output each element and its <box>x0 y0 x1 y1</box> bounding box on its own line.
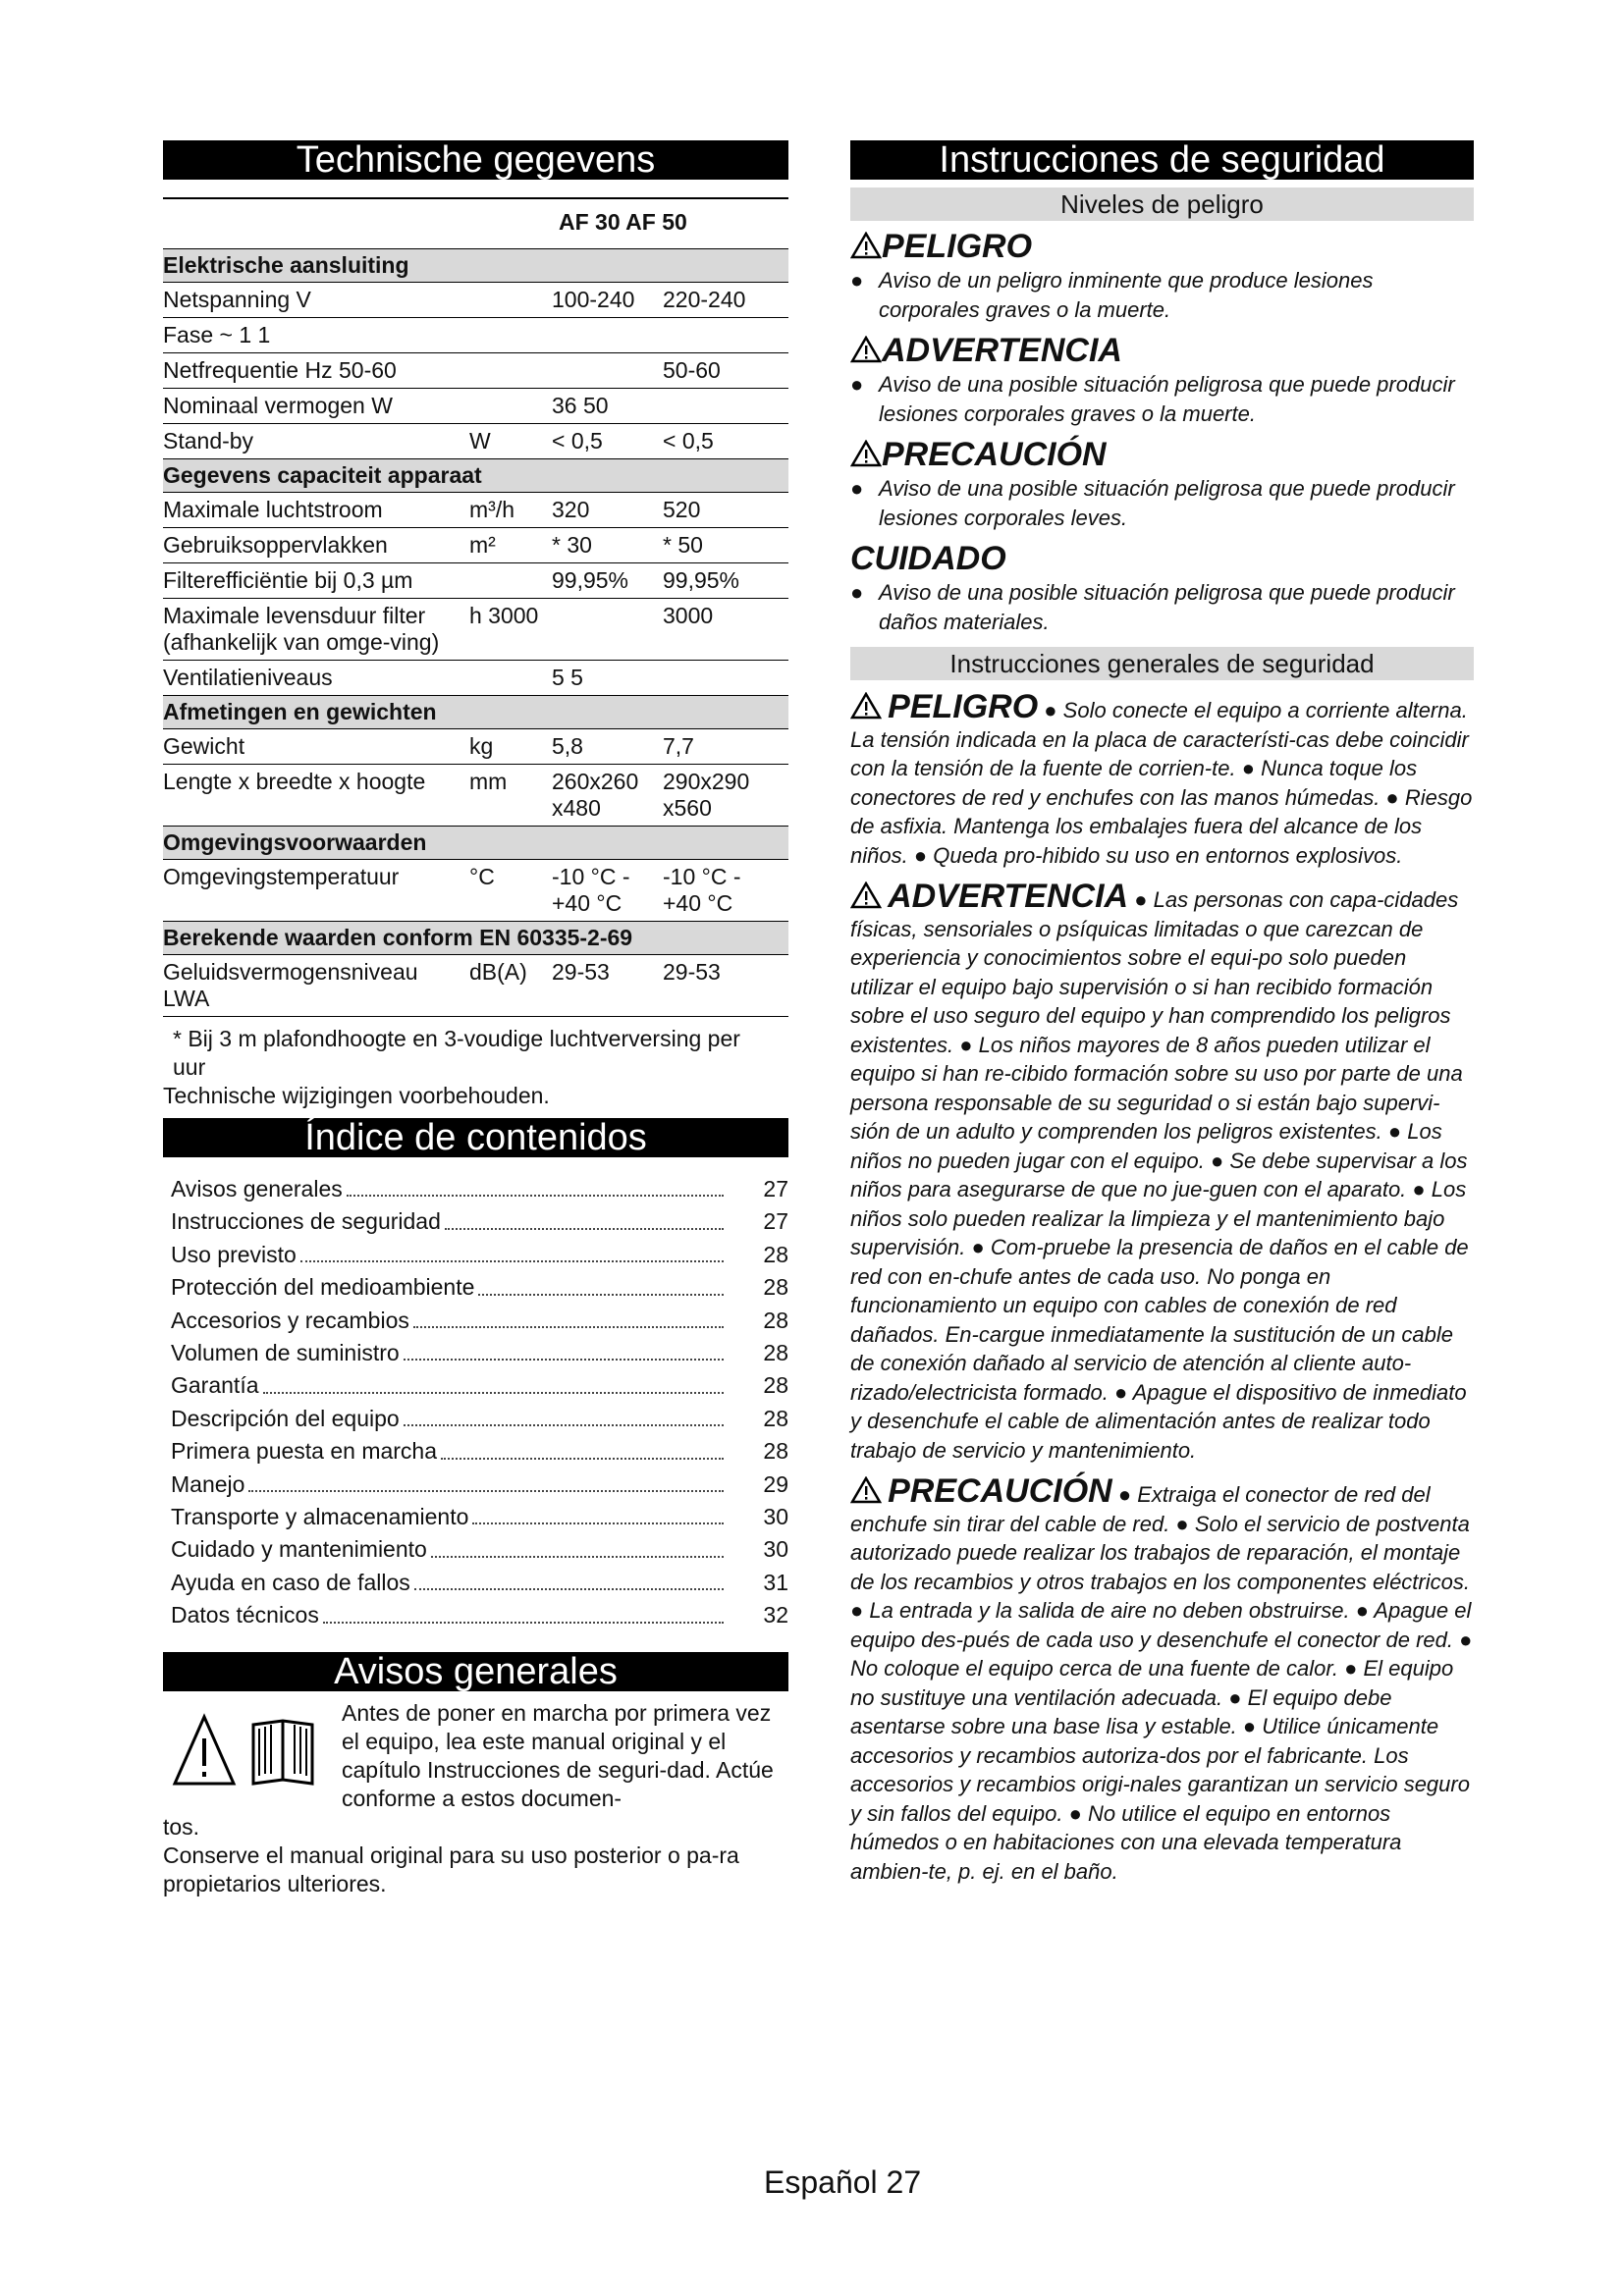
value-af30: * 30 <box>552 532 592 558</box>
toc-entry[interactable] <box>171 1567 788 1599</box>
toc-leader <box>404 1337 724 1361</box>
row-unit: h 3000 <box>469 603 539 628</box>
row-label: Lengte x breedte x hoogte <box>163 769 426 794</box>
toc-entry[interactable] <box>171 1533 788 1566</box>
toc-leader <box>248 1468 724 1492</box>
table-row <box>163 389 788 424</box>
warning-icon <box>850 440 882 467</box>
footnote: * Bij 3 m plafondhoogte en 3-voudige luchtverversing per uur <box>173 1026 740 1080</box>
danger-level-text: Aviso de una posible situación peligrosa que puede producir daños materiales. <box>879 580 1455 634</box>
value-af30: 36 50 <box>552 393 609 418</box>
value-af50: 50-60 <box>663 357 721 383</box>
danger-levels <box>850 227 1474 637</box>
row-label: Stand-by <box>163 428 254 454</box>
avisos-section <box>163 1699 788 1898</box>
toc-page-number: 30 <box>763 1504 788 1530</box>
safety-blocks <box>850 688 1474 1886</box>
row-label: Netspanning V <box>163 287 311 312</box>
row-label: Maximale levensduur filter (afhankelijk van omge-ving) <box>163 603 440 655</box>
avisos-intro: Antes de poner en marcha por primera vez el equipo, lea este manual original y el capítulo Instrucciones de seguri-dad. Actúe conforme a estos documen- <box>342 1699 774 1811</box>
row-label: Omgevingstemperatuur <box>163 864 400 889</box>
toc-entry[interactable] <box>171 1369 788 1402</box>
toc-leader <box>441 1435 724 1459</box>
value-af50 <box>663 665 781 691</box>
warning-icon <box>850 1476 882 1504</box>
row-unit <box>469 322 552 348</box>
avisos-tail: tos. <box>163 1813 200 1840</box>
table-row <box>163 860 788 922</box>
toc-page-number: 31 <box>763 1569 788 1595</box>
safety-block <box>850 1472 1474 1886</box>
toc-entry[interactable] <box>171 1599 788 1631</box>
value-af30: 5,8 <box>552 733 583 759</box>
avisos-title: Avisos generales <box>163 1652 788 1691</box>
warning-icon <box>850 692 882 720</box>
toc-entry-title: Avisos generales <box>171 1176 343 1201</box>
safety-block-heading: ADVERTENCIA <box>888 878 1129 915</box>
row-label: Maximale luchtstroom <box>163 497 383 522</box>
toc-entry-title: Ayuda en caso de fallos <box>171 1569 410 1595</box>
table-row <box>163 528 788 563</box>
safety-block-text: ● Extraiga el conector de red del enchufe sin tirar del cable de red. ● Solo el servicio de postventa autorizado puede realizar los trabajos de reparación, el montaje de los recambios y otros trabajos en los componentes eléctricos. ● La entrada y la salida de aire no deben obstruirse. ● Apague el equipo des-pués de cada uso y desenchufe el conector de red. ● No coloque el equipo cerca de una fuente de calor. ● El equipo no sustituye una ventilación adecuada. ● El equipo debe asentarse sobre una base lisa y estable. ● Utilice únicamente accesorios y recambios autoriza-dos por el fabricante. Los accesorios y recambios origi-nales garantizan un servicio seguro y sin fallos del equipo. ● No utilice el equipo en entornos húmedos o en habitaciones con una elevada temperatura ambien-te, p. ej. en el baño. <box>850 1482 1473 1884</box>
toc-entry[interactable] <box>171 1501 788 1533</box>
toc-page-number: 28 <box>763 1405 788 1431</box>
bullet-icon: ● <box>850 580 864 605</box>
table-row <box>163 729 788 765</box>
table-section-header: Elektrische aansluiting <box>163 249 788 283</box>
toc-entry-title: Cuidado y mantenimiento <box>171 1536 427 1563</box>
row-unit <box>469 287 552 313</box>
toc-entry[interactable] <box>171 1173 788 1205</box>
bullet-icon: ● <box>850 372 864 397</box>
table-row <box>163 424 788 459</box>
row-unit: m² <box>469 532 496 558</box>
toc-page-number: 27 <box>763 1208 788 1235</box>
tech-header <box>163 197 788 249</box>
general-safety-title: Instrucciones generales de seguridad <box>850 647 1474 680</box>
toc-leader <box>472 1501 724 1524</box>
table-section-header: Berekende waarden conform EN 60335-2-69 <box>163 922 788 955</box>
row-unit <box>469 393 552 419</box>
danger-level-name: PELIGRO <box>882 228 1033 265</box>
bullet-icon: ● <box>850 268 864 293</box>
toc-entry[interactable] <box>171 1468 788 1501</box>
row-label: Ventilatieniveaus <box>163 665 333 690</box>
toc-page-number: 28 <box>763 1340 788 1366</box>
row-label: Geluidsvermogensniveau LWA <box>163 959 418 1011</box>
left-column <box>163 140 788 1898</box>
danger-level-description <box>850 578 1474 637</box>
value-af30: 320 <box>552 497 590 522</box>
row-label: Gebruiksoppervlakken <box>163 532 388 558</box>
value-af50: 290x290 x560 <box>663 769 750 821</box>
toc-entry-title: Instrucciones de seguridad <box>171 1208 441 1235</box>
value-af50 <box>663 393 781 419</box>
value-af30: < 0,5 <box>552 428 603 454</box>
value-af50: < 0,5 <box>663 428 714 454</box>
danger-level-description <box>850 266 1474 325</box>
warning-icon <box>850 232 882 259</box>
danger-level-description <box>850 474 1474 533</box>
safety-block-heading: PRECAUCIÓN <box>888 1472 1112 1510</box>
value-af30: 100-240 <box>552 287 635 312</box>
toc-leader <box>414 1567 724 1590</box>
danger-level-heading <box>850 435 1474 474</box>
toc-leader <box>347 1173 724 1197</box>
toc-leader <box>478 1271 724 1295</box>
toc-page-number: 28 <box>763 1372 788 1399</box>
toc-entry-title: Protección del medioambiente <box>171 1274 475 1301</box>
value-af50: 7,7 <box>663 733 694 759</box>
toc-entry-title: Datos técnicos <box>171 1602 319 1629</box>
toc-entry-title: Primera puesta en marcha <box>171 1438 438 1465</box>
toc-leader <box>323 1599 724 1623</box>
warning-icon <box>850 336 882 363</box>
toc-entry[interactable] <box>171 1337 788 1369</box>
row-unit: kg <box>469 733 494 759</box>
danger-level-text: Aviso de una posible situación peligrosa que puede producir lesiones corporales graves o la muerte. <box>879 372 1455 426</box>
danger-level-heading <box>850 331 1474 370</box>
row-unit: °C <box>469 864 495 889</box>
safety-block-text: ● Las personas con capa-cidades físicas, sensoriales o psíquicas limitadas o que carezcan de experiencia y conocimientos sobre el equi-po solo pueden utilizar el equipo bajo supervisión o si han recibido formación sobre el uso seguro del equipo y han comprendido los peligros existentes. ● Los niños mayores de 8 años pueden utilizar el equipo si han re-cibido formación sobre su uso por parte de una persona responsable de su seguridad o si están bajo supervi-sión de un adulto y comprenden los peligros existentes. ● Los niños no pueden jugar con el equipo. ● Se debe supervisar a los niños para asegurarse de que no jue-guen con el aparato. ● Los niños solo pueden realizar la limpieza y el mantenimiento bajo supervisión. ● Com-pruebe la presencia de daños en el cable de red con en-chufe antes de cada uso. No ponga en funcionamiento un equipo con cables de conexión de red dañados. En-cargue inmediatamente la sustitución de un cable de conexión dañado al servicio de atención al cliente auto-rizado/electricista formado. ● Apague el dispositivo de inmediato y desenchufe el cable de alimentación antes de realizar todo trabajo de servicio y mantenimiento. <box>850 887 1469 1463</box>
danger-level-text: Aviso de un peligro inminente que produce lesiones corporales graves o la muerte. <box>879 268 1374 322</box>
toc-entry-title: Volumen de suministro <box>171 1340 400 1366</box>
tech-table <box>163 197 788 1110</box>
table-section-header: Omgevingsvoorwaarden <box>163 827 788 860</box>
row-label: Nominaal vermogen W <box>163 393 393 418</box>
toc-entry-title: Garantía <box>171 1372 259 1399</box>
toc-page-number: 28 <box>763 1307 788 1333</box>
row-unit: W <box>469 428 491 454</box>
toc-leader <box>445 1205 724 1229</box>
row-label: Filterefficiëntie bij 0,3 µm <box>163 567 413 593</box>
warning-icon <box>850 881 882 909</box>
safety-block-text: ● Solo conecte el equipo a corriente alterna. La tensión indicada en la placa de característi-cas debe coincidir con la tensión de la fuente de corrien-te. ● Nunca toque los conectores de red y enchufes con las manos húmedas. ● Riesgo de asfixia. Mantenga los embalajes fuera del alcance de los niños. ● Queda pro-hibido su uso en entornos explosivos. <box>850 698 1473 868</box>
danger-level-text: Aviso de una posible situación peligrosa que puede producir lesiones corporales leves. <box>879 476 1455 530</box>
toc-entry[interactable] <box>171 1435 788 1468</box>
safety-block <box>850 878 1474 1465</box>
avisos-paragraph: Conserve el manual original para su uso posterior o pa-ra propietarios ulteriores. <box>163 1842 739 1896</box>
toc-page-number: 30 <box>763 1536 788 1563</box>
value-af30 <box>552 357 663 384</box>
safety-block-heading: PELIGRO <box>888 688 1039 725</box>
tech-title: Technische gegevens <box>163 140 788 180</box>
right-column <box>850 140 1474 1886</box>
row-unit <box>469 665 552 691</box>
danger-level-name: PRECAUCIÓN <box>882 436 1107 473</box>
value-af50: 3000 <box>663 603 714 628</box>
value-af30 <box>552 603 663 656</box>
table-row <box>163 661 788 696</box>
table-row <box>163 493 788 528</box>
toc-entry[interactable] <box>171 1271 788 1304</box>
row-unit: dB(A) <box>469 959 527 985</box>
table-row <box>163 318 788 353</box>
page-footer: Español 27 <box>764 2164 922 2200</box>
value-af50 <box>663 322 781 348</box>
toc-entry-title: Accesorios y recambios <box>171 1307 409 1333</box>
toc-entry-title: Uso previsto <box>171 1241 297 1267</box>
value-af50: 220-240 <box>663 287 746 312</box>
toc-entry[interactable] <box>171 1239 788 1271</box>
row-unit: mm <box>469 769 508 794</box>
danger-level-name: ADVERTENCIA <box>882 332 1122 369</box>
row-label: Gewicht <box>163 733 245 759</box>
toc-page-number: 27 <box>763 1176 788 1201</box>
danger-level-description <box>850 370 1474 429</box>
danger-level-heading <box>850 539 1474 578</box>
toc-entry-title: Manejo <box>171 1470 245 1497</box>
toc-leader <box>263 1369 725 1393</box>
safety-title: Instrucciones de seguridad <box>850 140 1474 180</box>
row-label: Netfrequentie Hz 50-60 <box>163 357 397 383</box>
value-af30: 29-53 <box>552 959 610 985</box>
toc-page-number: 29 <box>763 1470 788 1497</box>
toc-entry[interactable] <box>171 1205 788 1238</box>
toc-page-number: 28 <box>763 1438 788 1465</box>
toc-page-number: 28 <box>763 1274 788 1301</box>
tech-disclaimer: Technische wijzigingen voorbehouden. <box>163 1083 550 1108</box>
toc-title: Índice de contenidos <box>163 1118 788 1157</box>
value-af50: * 50 <box>663 532 703 558</box>
table-row <box>163 563 788 599</box>
value-af30: 99,95% <box>552 567 629 593</box>
toc-entry[interactable] <box>171 1305 788 1337</box>
value-af50: 29-53 <box>663 959 721 985</box>
bullet-icon: ● <box>850 476 864 501</box>
toc-entry-title: Transporte y almacenamiento <box>171 1504 469 1530</box>
levels-title: Niveles de peligro <box>850 187 1474 221</box>
row-label: Fase ~ 1 1 <box>163 322 271 347</box>
value-af30 <box>552 322 663 348</box>
row-unit <box>469 567 552 594</box>
toc-leader <box>404 1403 724 1426</box>
toc-leader <box>431 1533 724 1557</box>
toc-leader <box>300 1239 724 1262</box>
danger-level-name: CUIDADO <box>850 540 1006 577</box>
value-af30: 260x260 x480 <box>552 769 639 821</box>
toc-entry-title: Descripción del equipo <box>171 1405 400 1431</box>
table-section-header: Afmetingen en gewichten <box>163 696 788 729</box>
safety-block <box>850 688 1474 870</box>
model-header: AF 30 AF 50 <box>559 209 687 235</box>
table-of-contents <box>163 1173 788 1632</box>
value-af50: -10 °C - +40 °C <box>663 864 741 916</box>
danger-level-heading <box>850 227 1474 266</box>
value-af30: -10 °C - +40 °C <box>552 864 630 916</box>
value-af50: 99,95% <box>663 567 740 593</box>
table-row <box>163 599 788 661</box>
table-row <box>163 765 788 827</box>
toc-entry[interactable] <box>171 1403 788 1435</box>
warning-manual-icon <box>171 1711 328 1789</box>
toc-leader <box>413 1305 724 1328</box>
row-unit: m³/h <box>469 497 514 522</box>
table-row <box>163 283 788 318</box>
row-unit <box>469 357 552 384</box>
value-af30: 5 5 <box>552 665 583 690</box>
toc-page-number: 32 <box>763 1602 788 1629</box>
table-section-header: Gegevens capaciteit apparaat <box>163 459 788 493</box>
toc-page-number: 28 <box>763 1241 788 1267</box>
value-af50: 520 <box>663 497 701 522</box>
tech-table-body <box>163 249 788 1017</box>
table-row <box>163 353 788 389</box>
table-row <box>163 955 788 1017</box>
